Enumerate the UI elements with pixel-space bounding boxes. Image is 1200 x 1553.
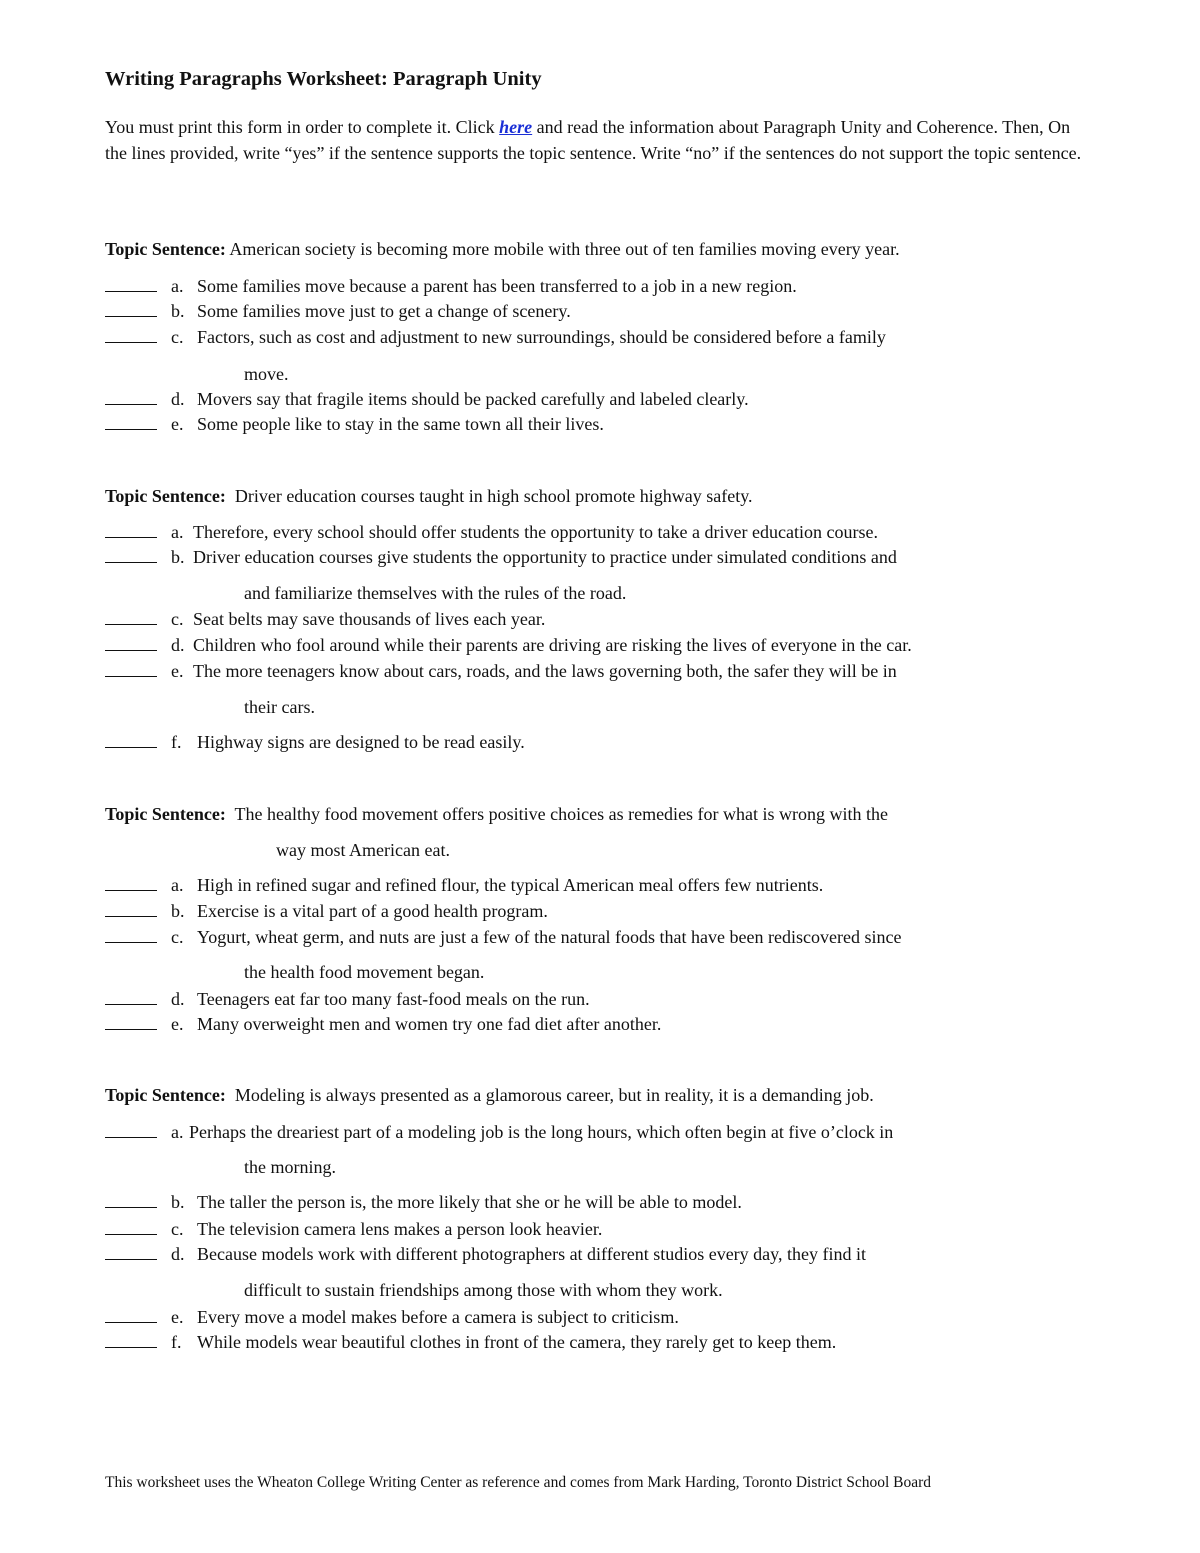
item-letter: f. [171, 732, 182, 752]
item-letter: e. [171, 414, 184, 434]
answer-blank[interactable] [105, 519, 157, 538]
item-text: Therefore, every school should offer students the opportunity to take a driver education course. [193, 522, 878, 542]
item-letter: b. [171, 1192, 185, 1212]
item-continuation: their cars. [244, 697, 315, 717]
item-letter: e. [171, 1014, 184, 1034]
item-text: The television camera lens makes a person look heavier. [197, 1219, 603, 1239]
answer-blank[interactable] [105, 324, 157, 343]
answer-blank[interactable] [105, 606, 157, 625]
topic-text: American society is becoming more mobile with three out of ten families moving every year. [229, 239, 900, 259]
worksheet-title: Writing Paragraphs Worksheet: Paragraph Unity [105, 68, 542, 90]
answer-blank[interactable] [105, 298, 157, 317]
list-item [105, 1011, 661, 1037]
item-text: High in refined sugar and refined flour, the typical American meal offers few nutrients. [197, 875, 824, 895]
answer-blank[interactable] [105, 872, 157, 891]
item-text: Many overweight men and women try one fad diet after another. [197, 1014, 662, 1034]
instructions-text-end: and read the information about Paragraph Unity and Coherence. Then, On the lines provided, write “yes” if the sentence supports the topic sentence. Write “no” if the sentences do not support the topic sentence. [105, 117, 1082, 163]
item-letter: f. [171, 1332, 182, 1352]
topic-label: Topic Sentence: [105, 486, 226, 506]
item-letter: e. [171, 1307, 184, 1327]
answer-blank[interactable] [105, 1189, 157, 1208]
answer-blank[interactable] [105, 1011, 157, 1030]
answer-blank[interactable] [105, 1241, 157, 1260]
item-letter: b. [171, 901, 185, 921]
item-text: Seat belts may save thousands of lives each year. [193, 609, 546, 629]
list-item [105, 386, 749, 412]
item-letter: c. [171, 927, 184, 947]
item-text: Driver education courses give students the opportunity to practice under simulated conditions and [193, 547, 897, 567]
item-letter: c. [171, 609, 184, 629]
answer-blank[interactable] [105, 1304, 157, 1323]
list-item [105, 324, 886, 350]
answer-blank[interactable] [105, 658, 157, 677]
topic-sentence-1 [105, 236, 900, 262]
list-item [105, 606, 545, 632]
item-letter: d. [171, 1244, 185, 1264]
answer-blank[interactable] [105, 632, 157, 651]
item-text: Factors, such as cost and adjustment to new surroundings, should be considered before a family [197, 327, 886, 347]
item-continuation: difficult to sustain friendships among those with whom they work. [244, 1280, 723, 1300]
list-item [105, 1329, 836, 1355]
item-continuation: move. [244, 364, 289, 384]
item-letter: a. [171, 875, 184, 895]
item-text: Movers say that fragile items should be packed carefully and labeled clearly. [197, 389, 749, 409]
item-text: The more teenagers know about cars, roads, and the laws governing both, the safer they will be in [193, 661, 897, 681]
answer-blank[interactable] [105, 544, 157, 563]
item-letter: d. [171, 989, 185, 1009]
item-text: Some families move because a parent has been transferred to a job in a new region. [197, 276, 797, 296]
item-letter: b. [171, 547, 185, 567]
answer-blank[interactable] [105, 1119, 157, 1138]
topic-sentence-2 [105, 483, 753, 509]
item-text: Every move a model makes before a camera is subject to criticism. [197, 1307, 679, 1327]
answer-blank[interactable] [105, 273, 157, 292]
list-item [105, 1241, 866, 1267]
list-item [105, 544, 897, 570]
answer-blank[interactable] [105, 386, 157, 405]
item-text: Children who fool around while their parents are driving are risking the lives of everyone in the car. [193, 635, 912, 655]
answer-blank[interactable] [105, 729, 157, 748]
item-letter: b. [171, 301, 185, 321]
item-letter: c. [171, 1219, 184, 1239]
answer-blank[interactable] [105, 1216, 157, 1235]
answer-blank[interactable] [105, 986, 157, 1005]
item-letter: a. [171, 522, 184, 542]
list-item [105, 1216, 602, 1242]
item-text: The taller the person is, the more likely that she or he will be able to model. [197, 1192, 742, 1212]
answer-blank[interactable] [105, 411, 157, 430]
topic-sentence-3 [105, 801, 888, 827]
item-text: Perhaps the dreariest part of a modeling job is the long hours, which often begin at five o’clock in [189, 1122, 894, 1142]
topic-text: Modeling is always presented as a glamorous career, but in reality, it is a demanding job. [234, 1085, 874, 1105]
item-text: Yogurt, wheat germ, and nuts are just a few of the natural foods that have been rediscovered since [197, 927, 902, 947]
list-item [105, 273, 797, 299]
item-letter: a. [171, 1122, 184, 1142]
list-item [105, 411, 604, 437]
answer-blank[interactable] [105, 1329, 157, 1348]
list-item [105, 658, 897, 684]
list-item [105, 298, 571, 324]
topic-label: Topic Sentence: [105, 1085, 226, 1105]
answer-blank[interactable] [105, 924, 157, 943]
list-item [105, 924, 901, 950]
list-item [105, 986, 590, 1012]
item-letter: d. [171, 635, 185, 655]
item-text: Highway signs are designed to be read easily. [197, 732, 525, 752]
topic-continuation: way most American eat. [276, 840, 450, 860]
topic-sentence-4 [105, 1082, 874, 1108]
list-item [105, 632, 912, 658]
instructions [105, 114, 1085, 166]
item-continuation: the morning. [244, 1157, 336, 1177]
item-text: Some families move just to get a change of scenery. [197, 301, 571, 321]
topic-label: Topic Sentence: [105, 239, 226, 259]
list-item [105, 729, 525, 755]
item-text: Teenagers eat far too many fast-food meals on the run. [197, 989, 590, 1009]
answer-blank[interactable] [105, 898, 157, 917]
item-continuation: the health food movement began. [244, 962, 485, 982]
item-letter: c. [171, 327, 184, 347]
list-item [105, 872, 823, 898]
item-continuation: and familiarize themselves with the rules of the road. [244, 583, 627, 603]
item-text: Because models work with different photographers at different studios every day, they find it [197, 1244, 866, 1264]
item-text: Exercise is a vital part of a good health program. [197, 901, 548, 921]
topic-text: Driver education courses taught in high school promote highway safety. [234, 486, 753, 506]
list-item [105, 519, 878, 545]
topic-text: The healthy food movement offers positive choices as remedies for what is wrong with the [234, 804, 889, 824]
footer-credit: This worksheet uses the Wheaton College Writing Center as reference and comes from Mark Harding, Toronto District School Board [105, 1474, 932, 1491]
list-item [105, 1304, 679, 1330]
topic-label: Topic Sentence: [105, 804, 226, 824]
instructions-text-start: You must print this form in order to complete it. Click [105, 117, 500, 137]
list-item [105, 898, 548, 924]
item-letter: d. [171, 389, 185, 409]
item-letter: a. [171, 276, 184, 296]
here-link[interactable]: here [499, 117, 533, 137]
list-item [105, 1119, 893, 1145]
item-text: Some people like to stay in the same town all their lives. [197, 414, 604, 434]
item-text: While models wear beautiful clothes in front of the camera, they rarely get to keep them. [197, 1332, 837, 1352]
item-letter: e. [171, 661, 184, 681]
list-item [105, 1189, 742, 1215]
